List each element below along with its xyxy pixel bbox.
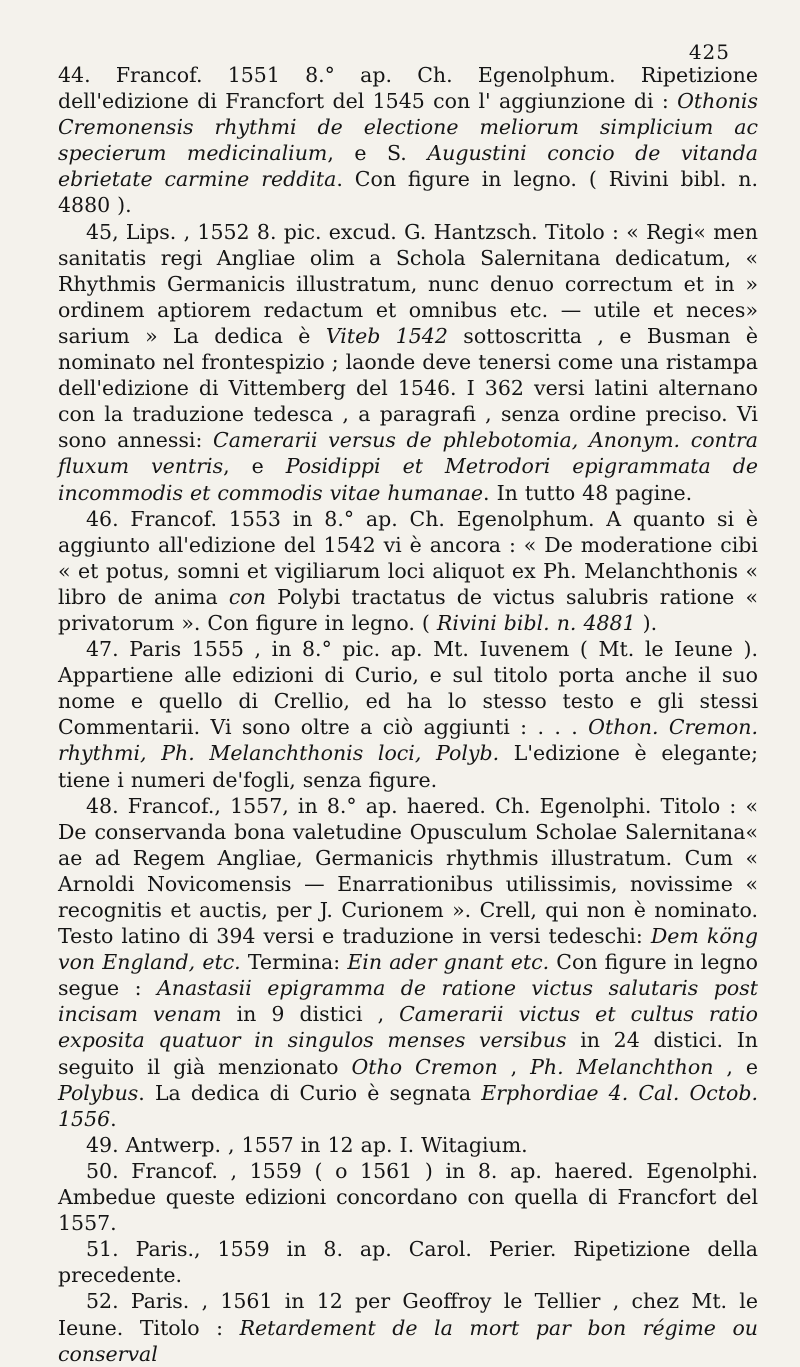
text-segment: .: [110, 1106, 117, 1131]
bibliography-entry-44: [58, 62, 758, 219]
bibliography-entry-46: [58, 506, 758, 636]
text-segment: . In tutto 48 pagine.: [483, 480, 693, 505]
text-segment: , e: [223, 454, 286, 479]
text-segment: . La dedica di Curio è segnata: [138, 1080, 482, 1105]
text-segment: Polybi tractatus de victus salubris ratione « privatorum ». Con figure in legno. (: [58, 584, 758, 635]
italic-text-segment: Erphordiae 4. Cal. Octob. 1556: [58, 1080, 758, 1131]
italic-text-segment: Camerarii versus de phlebotomia, Anonym. contra fluxum ventris: [58, 428, 759, 479]
italic-text-segment: Viteb 1542: [325, 323, 448, 348]
italic-text-segment: con: [228, 584, 266, 609]
text-segment: . Con figure in legno. ( Rivini bibl. n. 4880 ).: [58, 167, 758, 218]
italic-text-segment: Anastasii epigramma de ratione victus salutaris post incisam venam: [58, 976, 758, 1027]
italic-text-segment: Otho Cremon: [351, 1054, 498, 1079]
italic-text-segment: Dem köng von England, etc.: [58, 924, 758, 975]
italic-text-segment: Othon. Cremon. rhythmi, Ph. Melanchthonis loci, Polyb.: [58, 715, 758, 766]
text-segment: 47. Paris 1555 , in 8.° pic. ap. Mt. Iuvenem ( Mt. le Ieune ). Appartiene alle edizioni di Curio, e sul titolo porta anche il suo nome e quello di Crellio, ed ha lo stesso testo e gli stessi Commentarii. Vi sono oltre a ciò aggiunti : . . .: [58, 637, 758, 740]
text-segment: 51. Paris., 1559 in 8. ap. Carol. Perier. Ripetizione della precedente.: [58, 1237, 758, 1288]
bibliography-entry-49: [58, 1132, 758, 1158]
text-segment: , e: [713, 1054, 758, 1079]
text-segment: L'edizione è elegante; tiene i numeri de'fogli, senza figure.: [58, 741, 759, 792]
text-segment: 48. Francof., 1557, in 8.° ap. haered. Ch. Egenolphi. Titolo : « De conservanda bona valetudine Opusculum Scholae Salernitana« ae ad Regem Angliae, Germanicis rhythmis illustratum. Cum « Arnoldi Novicomensis — Enarrationibus utilissimis, novissime « recognitis et auctis, per J. Curionem ». Crell, qui non è nominato. Testo latino di 394 versi e traduzione in versi tedeschi:: [58, 793, 758, 949]
text-segment: sottoscritta , e Busman è nominato nel frontespizio ; laonde deve tenersi come una ristampa dell'edizione di Vittemberg del 1546. I 362 versi latini alternano con la traduzione tedesca , a paragrafi , senza ordine preciso. Vi sono annessi:: [58, 323, 759, 453]
italic-text-segment: Camerarii victus et cultus ratio exposita quatuor in singulos menses versibus: [58, 1002, 758, 1053]
text-segment: , e S.: [327, 141, 428, 166]
text-segment: in 24 distici. In seguito il già menzionato: [58, 1028, 758, 1079]
text-segment: Con figure in legno segue :: [58, 950, 759, 1001]
text-segment: 50. Francof. , 1559 ( o 1561 ) in 8. ap. haered. Egenolphi. Ambedue queste edizioni concordano con quella di Francfort del 1557.: [58, 1158, 758, 1236]
text-segment: 45, Lips. , 1552 8. pic. excud. G. Hantzsch. Titolo : « Regi« men sanitatis regi Angliae olim a Schola Salernitana dedicatum, « Rhythmis Germanicis illustratum, nunc denuo correctum et in » ordinem aptiorem redactum et omnibus etc. — utile et neces» sarium » La dedica è: [58, 219, 758, 348]
italic-text-segment: Polybus: [58, 1080, 139, 1105]
text-segment: ).: [635, 610, 658, 635]
bibliography-entry-47: [58, 636, 758, 793]
text-segment: ,: [497, 1054, 531, 1079]
entry-list: [58, 62, 758, 1367]
text-segment: 49. Antwerp. , 1557 in 12 ap. I. Witagium.: [86, 1132, 528, 1157]
margin-mark: [792, 1270, 800, 1282]
bibliography-entry-48: [58, 793, 758, 1132]
text-segment: 52. Paris. , 1561 in 12 per Geoffroy le Tellier , chez Mt. le Ieune. Titolo :: [58, 1289, 758, 1340]
italic-text-segment: Augustini concio de vitanda ebrietate carmine reddita: [58, 141, 759, 192]
page-number: 425: [688, 40, 730, 64]
italic-text-segment: Rivini bibl. n. 4881: [436, 610, 636, 635]
italic-text-segment: Othonis Cremonensis rhythmi de electione meliorum simplicium ac specierum medicinalium: [58, 89, 758, 166]
italic-text-segment: Ein ader gnant etc.: [347, 950, 550, 975]
bibliography-entry-45: [58, 219, 758, 506]
bibliography-entry-52: [58, 1288, 758, 1366]
bibliography-entry-51: [58, 1236, 758, 1288]
italic-text-segment: Retardement de la mort par bon régime ou conserval: [58, 1315, 758, 1366]
text-segment: 46. Francof. 1553 in 8.° ap. Ch. Egenolphum. A quanto si è aggiunto all'edizione del 1542 vi è ancora : « De moderatione cibi « et potus, somni et vigiliarum loci aliquot ex Ph. Melanchthonis « libro de anima: [58, 506, 758, 609]
text-segment: Termina:: [240, 950, 348, 975]
text-segment: in 9 distici ,: [221, 1002, 400, 1027]
italic-text-segment: Posidippi et Metrodori epigrammata de incommodis et commodis vitae humanae: [58, 454, 758, 505]
bibliography-entry-50: [58, 1158, 758, 1236]
text-segment: 44. Francof. 1551 8.° ap. Ch. Egenolphum. Ripetizione dell'edizione di Francfort del 1545 con l' aggiunzione di :: [58, 63, 758, 114]
italic-text-segment: Ph. Melanchthon: [530, 1054, 714, 1079]
